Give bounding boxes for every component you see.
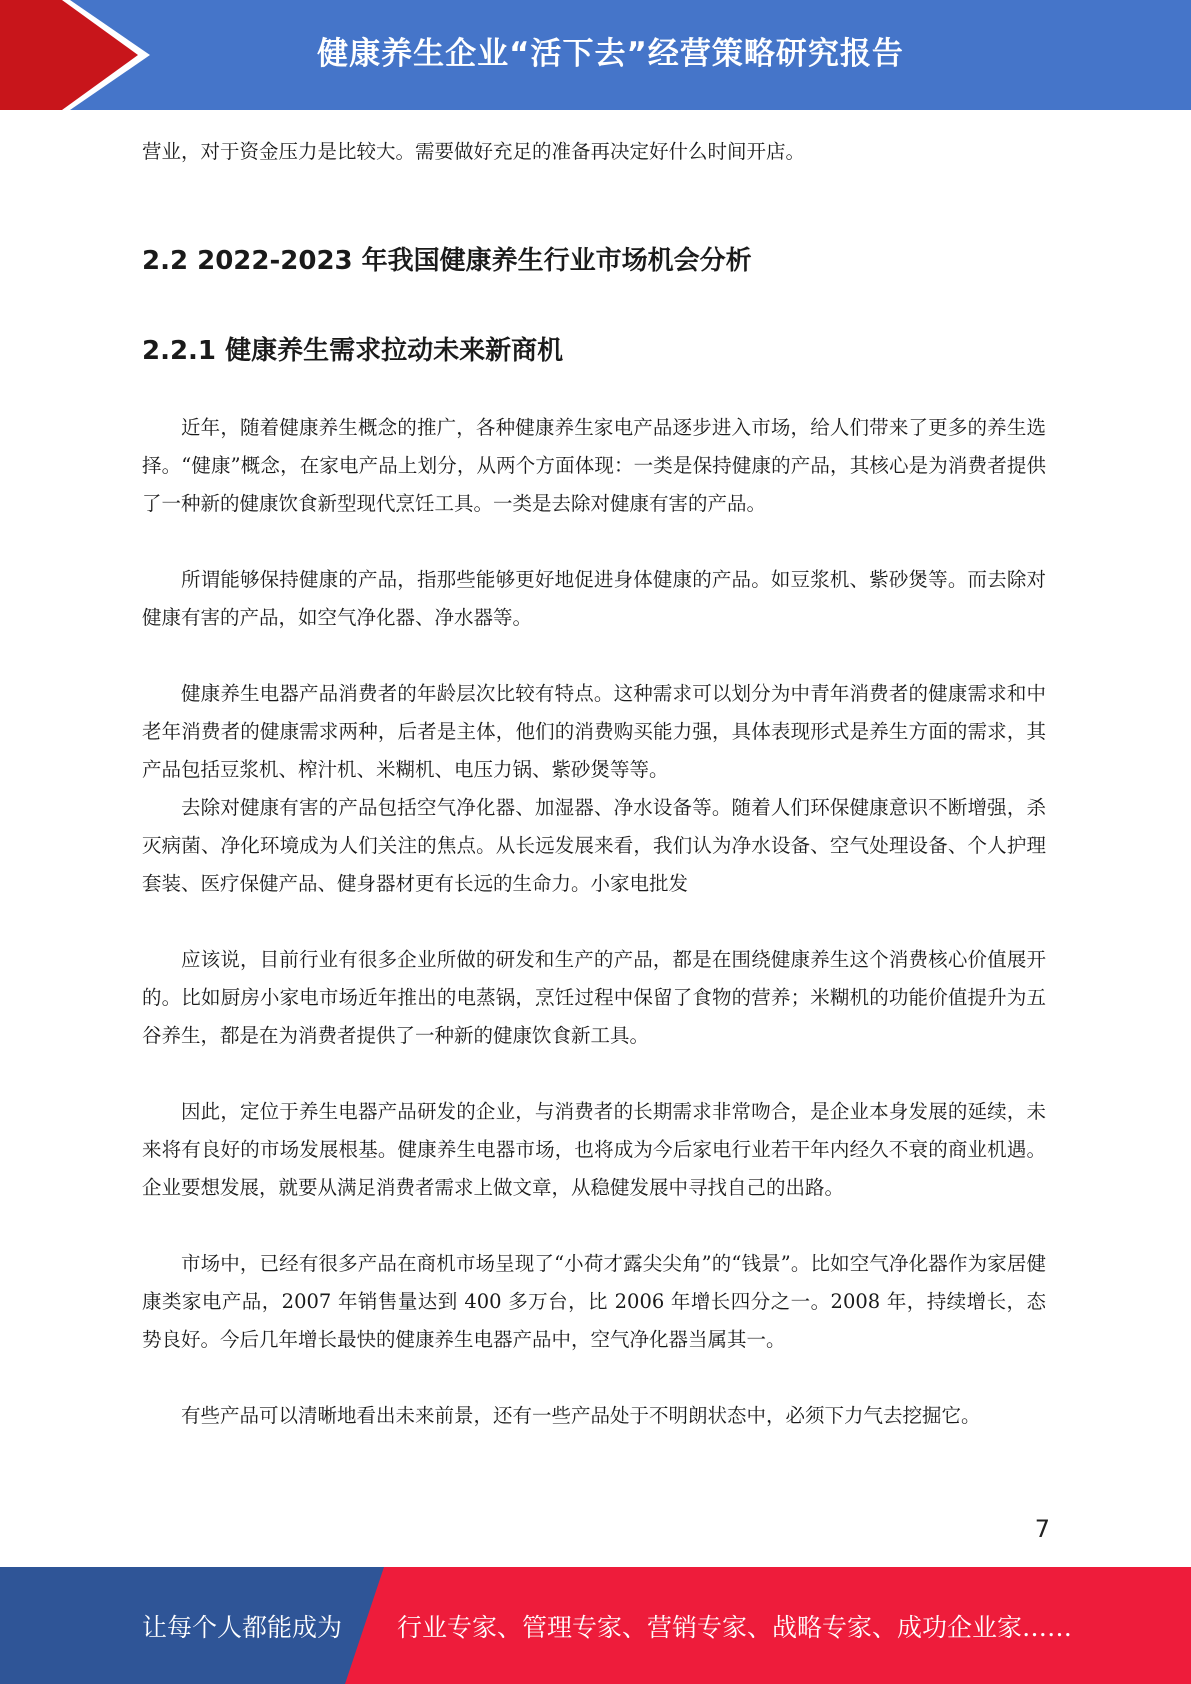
page-footer (0, 1567, 1191, 1684)
paragraph-6: 因此，定位于养生电器产品研发的企业，与消费者的长期需求非常吻合，是企业本身发展的延续，未来将有良好的市场发展根基。健康养生电器市场，也将成为今后家电行业若干年内经久不衰的商业机遇。企业要想发展，就要从满足消费者需求上做文章，从稳健发展中寻找自己的出路。 (142, 1100, 1046, 1199)
paragraph-1: 近年，随着健康养生概念的推广，各种健康养生家电产品逐步进入市场，给人们带来了更多的养生选择。“健康”概念，在家电产品上划分，从两个方面体现：一类是保持健康的产品，其核心是为消费者提供了一种新的健康饮食新型现代烹饪工具。一类是去除对健康有害的产品。 (142, 416, 1046, 515)
section-heading-2-2-1: 2.2.1 健康养生需求拉动未来新商机 (142, 336, 564, 366)
paragraph-5: 应该说，目前行业有很多企业所做的研发和生产的产品，都是在围绕健康养生这个消费核心价值展开的。比如厨房小家电市场近年推出的电蒸锅，烹饪过程中保留了食物的营养；米糊机的功能价值提升为五谷养生，都是在为消费者提供了一种新的健康饮食新工具。 (142, 948, 1046, 1047)
header-title: 健康养生企业“活下去”经营策略研究报告 (317, 35, 904, 72)
paragraph-intro: 营业，对于资金压力是比较大。需要做好充足的准备再决定好什么时间开店。 (142, 140, 806, 163)
section-heading-2-2: 2.2 2022-2023 年我国健康养生行业市场机会分析 (142, 246, 752, 276)
paragraph-3: 健康养生电器产品消费者的年龄层次比较有特点。这种需求可以划分为中青年消费者的健康需求和中老年消费者的健康需求两种，后者是主体，他们的消费购买能力强，具体表现形式是养生方面的需求，其产品包括豆浆机、榨汁机、米糊机、电压力锅、紫砂煲等等。 (142, 682, 1046, 781)
paragraph-8: 有些产品可以清晰地看出未来前景，还有一些产品处于不明朗状态中，必须下力气去挖掘它。 (181, 1404, 981, 1427)
paragraph-7: 市场中，已经有很多产品在商机市场呈现了“小荷才露尖尖角”的“钱景”。比如空气净化器作为家居健康类家电产品，2007 年销售量达到 400 多万台，比 2006 年增长四分之一。2008 年，持续增长，态势良好。今后几年增长最快的健康养生电器产品中，空气净化器当属其一。 (142, 1252, 1046, 1351)
page-header (0, 0, 1191, 110)
paragraph-2: 所谓能够保持健康的产品，指那些能够更好地促进身体健康的产品。如豆浆机、紫砂煲等。而去除对健康有害的产品，如空气净化器、净水器等。 (142, 568, 1046, 629)
page-number: 7 (1034, 1515, 1050, 1543)
footer-slogan-left: 让每个人都能成为 (142, 1612, 343, 1642)
footer-slogan-right: 行业专家、管理专家、营销专家、战略专家、成功企业家…… (397, 1612, 1073, 1642)
paragraph-4: 去除对健康有害的产品包括空气净化器、加湿器、净水设备等。随着人们环保健康意识不断增强，杀灭病菌、净化环境成为人们关注的焦点。从长远发展来看，我们认为净水设备、空气处理设备、个人护理套装、医疗保健产品、健身器材更有长远的生命力。小家电批发 (142, 796, 1046, 895)
document-body (142, 130, 1046, 1435)
